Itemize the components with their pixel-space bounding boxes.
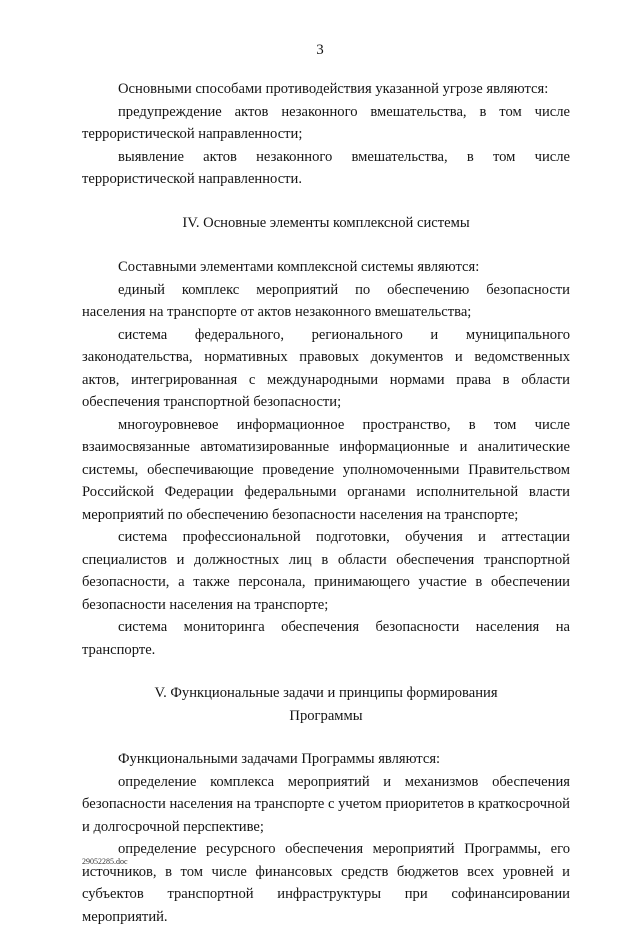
paragraph: многоуровневое информационное пространство, в том числе взаимосвязанные автоматизированные информационные и аналитические системы, обеспечивающие проведение уполномоченными Правительством Российской Федерации федеральными органами исполнительной власти мероприятий по обеспечению безопасности населения на транспорте; bbox=[82, 416, 570, 523]
paragraph: единый комплекс мероприятий по обеспечению безопасности населения на транспорте от актов незаконного вмешательства; bbox=[82, 281, 570, 320]
paragraph: определение комплекса мероприятий и механизмов обеспечения безопасности населения на транспорте с учетом приоритетов в краткосрочной и долгосрочной перспективе; bbox=[82, 773, 570, 835]
paragraph: предупреждение актов незаконного вмешательства, в том числе террористической направленности; bbox=[82, 103, 570, 142]
section-heading-v: V. Функциональные задачи и принципы формирования bbox=[154, 685, 498, 701]
page-number: 3 bbox=[316, 42, 324, 58]
paragraph: Составными элементами комплексной системы являются: bbox=[118, 259, 480, 275]
paragraph: Функциональными задачами Программы являются: bbox=[118, 751, 441, 767]
paragraph: определение ресурсного обеспечения мероприятий Программы, его источников, в том числе финансовых средств бюджетов всех уровней и субъектов транспортной инфраструктуры при софинансировании мероприятий. bbox=[82, 841, 570, 925]
paragraph: система мониторинга обеспечения безопасности населения на транспорте. bbox=[82, 619, 570, 658]
footer-filename: 29052285.doc bbox=[82, 857, 128, 866]
paragraph: Основными способами противодействия указанной угрозе являются: bbox=[118, 81, 549, 97]
paragraph: система профессиональной подготовки, обучения и аттестации специалистов и должностных лиц в области обеспечения транспортной безопасности, а также персонала, принимающего участие в обеспечении безопасности населения на транспорте; bbox=[82, 529, 570, 613]
paragraph: выявление актов незаконного вмешательства, в том числе террористической направленности. bbox=[82, 148, 570, 187]
section-heading-v-line2: Программы bbox=[289, 707, 363, 724]
paragraph: система федерального, регионального и муниципального законодательства, нормативных правовых документов и ведомственных актов, интегрированная с международными нормами права в области обеспечения транспортной безопасности; bbox=[82, 326, 570, 410]
section-heading-iv: IV. Основные элементы комплексной системы bbox=[182, 214, 470, 231]
document-body bbox=[82, 78, 570, 928]
